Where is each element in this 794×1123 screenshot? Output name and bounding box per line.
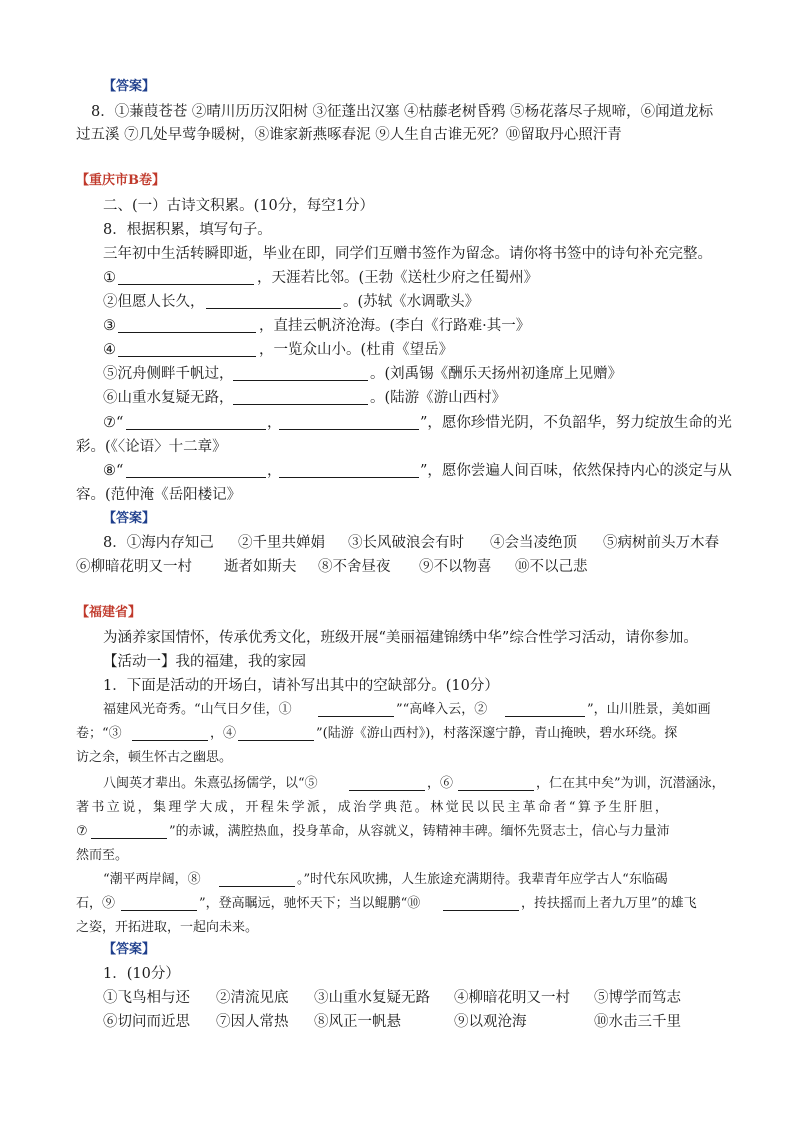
blank-line[interactable]	[126, 414, 266, 430]
answer-item: ①飞鸟相与还	[103, 990, 190, 1006]
answer-item: ⑧不舍昼夜	[318, 559, 391, 575]
blank-line[interactable]	[118, 317, 256, 333]
activity-text: 【活动一】我的福建，我的家园	[103, 654, 306, 670]
answer-tag: 【答案】	[103, 79, 156, 94]
item-suffix: ”，愿你尝遍人间百味，依然保持内心的淡定与从	[420, 463, 732, 479]
answer-item: ⑨以观沧海	[454, 1014, 527, 1030]
answer-item: ⑩水击三千里	[594, 1014, 681, 1030]
blank-line[interactable]	[279, 462, 419, 478]
answer-item: ②千里共婵娟	[238, 535, 325, 551]
question-text: 1．下面是活动的开场白，请补写出其中的空缺部分。(10分）	[103, 678, 499, 694]
blank-line[interactable]	[238, 725, 314, 741]
blank-line[interactable]	[279, 414, 419, 430]
passage-text: ”的赤诚，满腔热血，投身革命，从容就义，铸精神丰碑。缅怀先贤志士，信心与力量沛	[169, 824, 670, 839]
answer-item: ④柳暗花明又一村	[454, 990, 570, 1006]
blank-line[interactable]	[349, 775, 425, 791]
passage-text: ”“高峰入云，②	[396, 702, 488, 717]
passage-text: ⑦	[76, 824, 88, 839]
item-prefix: ①	[103, 270, 116, 286]
blank-line[interactable]	[118, 341, 256, 357]
item-prefix: ⑥山重水复疑无路，	[103, 390, 234, 406]
heading-text: 二、(一）古诗文积累。(10分，每空1分）	[103, 198, 374, 214]
blank-line[interactable]	[233, 365, 368, 381]
answer-item: ⑤病树前头万木春	[603, 535, 719, 551]
item-suffix: ”，愿你珍惜光阴，不负韶华，努力绽放生命的光	[420, 415, 732, 431]
item-prefix: ④	[103, 342, 116, 358]
passage-text: 福建风光奇秀。“山气日夕佳，①	[103, 702, 292, 717]
item-prefix: ⑤沉舟侧畔千帆过，	[103, 366, 234, 382]
blank-line[interactable]	[126, 462, 266, 478]
answer-text: 8．①蒹葭苍苍 ②晴川历历汉阳树 ③征蓬出汉塞 ④枯藤老树昏鸦 ⑤杨花落尽子规啼，⑥闻道龙标	[91, 104, 714, 120]
blank-line[interactable]	[505, 701, 585, 717]
blank-line[interactable]	[121, 895, 197, 911]
region-title: 【重庆市B卷】	[76, 173, 165, 188]
answer-item: ③山重水复疑无路	[314, 990, 430, 1006]
passage-text: “潮平两岸阔，⑧	[103, 872, 201, 887]
passage-text: 卷；“③	[76, 726, 122, 741]
answer-item: ②清流见底	[216, 990, 289, 1006]
answer-item: 逝者如斯夫	[224, 559, 297, 575]
score-text: 1．(10分）	[103, 966, 180, 982]
item-suffix: ，天涯若比邻。(王勃《送杜少府之任蜀州》	[257, 270, 539, 286]
item-continuation: 彩。(《〈论语〉十二章》	[76, 439, 227, 455]
region-title: 【福建省】	[76, 605, 142, 620]
blank-line[interactable]	[458, 775, 534, 791]
question-text: 8．根据积累，填写句子。	[103, 222, 272, 238]
passage-text: ”，山川胜景，美如画	[587, 702, 711, 717]
item-continuation: 容。(范仲淹《岳阳楼记》	[76, 487, 242, 503]
answer-item: 8．①海内存知己	[103, 535, 214, 551]
item-mid: ，	[267, 415, 282, 431]
answer-item: ⑧风正一帆悬	[314, 1014, 401, 1030]
passage-text: 。”时代东风吹拂，人生旅途充满期待。我辈青年应学古人“东临碣	[297, 872, 668, 887]
blank-line[interactable]	[118, 269, 254, 285]
item-suffix: ，一览众山小。(杜甫《望岳》	[259, 342, 454, 358]
answer-item: ⑥柳暗花明又一村	[76, 559, 192, 575]
passage-text: ，仁在其中矣”为训，沉潜涵泳，	[536, 776, 725, 791]
blank-line[interactable]	[132, 725, 208, 741]
passage-text: 八闽英才辈出。朱熹弘扬儒学，以“⑤	[103, 776, 318, 791]
passage-text: ”，登高瞩远，驰怀天下；当以鲲鹏“⑩	[199, 896, 421, 911]
item-prefix: ⑧“	[103, 463, 124, 479]
passage-text: ，④	[210, 726, 237, 741]
passage-text: ，抟扶摇而上者九万里”的雄飞	[521, 896, 697, 911]
answer-item: ⑤博学而笃志	[594, 990, 681, 1006]
item-prefix: ⑦“	[103, 415, 124, 431]
answer-item: ④会当凌绝顶	[490, 535, 577, 551]
intro-text: 三年初中生活转瞬即逝，毕业在即，同学们互赠书签作为留念。请你将书签中的诗句补充完整。	[103, 246, 712, 262]
answer-text: 过五溪 ⑦几处早莺争暖树，⑧谁家新燕啄春泥 ⑨人生自古谁无死？⑩留取丹心照汗青	[76, 127, 622, 143]
blank-line[interactable]	[206, 293, 341, 309]
answer-item: ⑩不以己悲	[515, 559, 588, 575]
blank-line[interactable]	[443, 895, 519, 911]
item-prefix: ③	[103, 318, 116, 334]
passage-text: 著书立说，集理学大成，开程朱学派，成治学典范。林觉民以民主革命者“算予生肝胆，	[76, 800, 671, 815]
passage-text: 然而至。	[76, 848, 129, 863]
blank-line[interactable]	[318, 701, 394, 717]
answer-item: ⑦因人常热	[216, 1014, 289, 1030]
blank-line[interactable]	[219, 871, 295, 887]
answer-tag: 【答案】	[103, 511, 156, 526]
answer-item: ③长风破浪会有时	[348, 535, 464, 551]
passage-text: ”(陆游《游山西村》)，村落深邃宁静，青山掩映，碧水环绕。探	[316, 726, 678, 741]
item-mid: ，	[267, 463, 282, 479]
item-prefix: ②但愿人长久，	[103, 294, 205, 310]
answer-item: ⑥切问而近思	[103, 1014, 190, 1030]
blank-line[interactable]	[233, 389, 368, 405]
item-suffix: 。(苏轼《水调歌头》	[343, 294, 480, 310]
item-suffix: 。(陆游《游山西村》	[370, 390, 507, 406]
passage-text: 石，⑨	[76, 896, 116, 911]
answer-tag: 【答案】	[103, 942, 156, 957]
item-suffix: 。(刘禹锡《酬乐天扬州初逢席上见赠》	[370, 366, 623, 382]
blank-line[interactable]	[91, 823, 167, 839]
passage-text: ，⑥	[427, 776, 454, 791]
passage-text: 访之余，顿生怀古之幽思。	[76, 750, 233, 765]
passage-text: 之姿，开拓进取，一起向未来。	[76, 920, 259, 935]
intro-text: 为涵养家国情怀，传承优秀文化，班级开展“美丽福建锦绣中华”综合性学习活动，请你参加。	[103, 630, 698, 646]
answer-item: ⑨不以物喜	[419, 559, 492, 575]
item-suffix: ，直挂云帆济沧海。(李白《行路难·其一》	[259, 318, 531, 334]
